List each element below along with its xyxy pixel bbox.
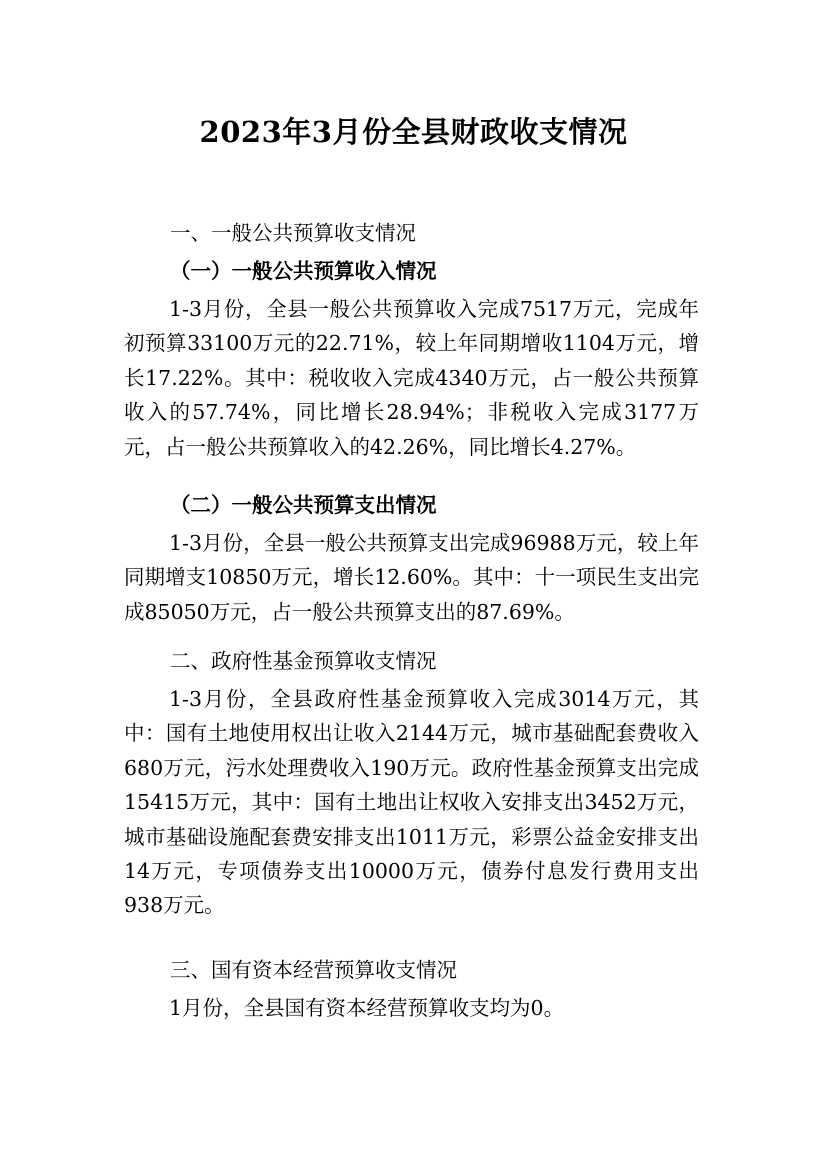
section-heading-state-capital: 三、国有资本经营预算收支情况: [170, 958, 457, 982]
subsection-heading-general-revenue: （一）一般公共预算收入情况: [170, 259, 437, 283]
section-heading-general-budget: 一、一般公共预算收支情况: [170, 221, 416, 245]
paragraph-government-fund: 1-3月份，全县政府性基金预算收入完成3014万元，其中：国有土地使用权出让收入2144万元，城市基础配套费收入680万元，污水处理费收入190万元。政府性基金预算支出完成15415万元，其中：国有土地出让权收入安排支出3452万元，城市基础设施配套费安排支出1011万元，彩票公益金安排支出14万元，专项债券支出10000万元，债券付息发行费用支出938万元。: [124, 687, 699, 918]
subsection-heading-general-expenditure: （二）一般公共预算支出情况: [170, 493, 437, 517]
section-heading-government-fund: 二、政府性基金预算收支情况: [170, 649, 437, 673]
paragraph-state-capital: 1月份，全县国有资本经营预算收支均为0。: [169, 996, 565, 1020]
page-title: 2023年3月份全县财政收支情况: [199, 115, 628, 149]
paragraph-general-expenditure: 1-3月份，全县一般公共预算支出完成96988万元，较上年同期增支10850万元，增长12.60%。其中：十一项民生支出完成85050万元，占一般公共预算支出的87.69%。: [124, 531, 699, 624]
paragraph-general-revenue: 1-3月份，全县一般公共预算收入完成7517万元，完成年初预算33100万元的22.71%，较上年同期增收1104万元，增长17.22%。其中：税收收入完成4340万元，占一般公共预算收入的57.74%，同比增长28.94%；非税收入完成3177万元，占一般公共预算收入的42.26%，同比增长4.27%。: [124, 297, 699, 459]
